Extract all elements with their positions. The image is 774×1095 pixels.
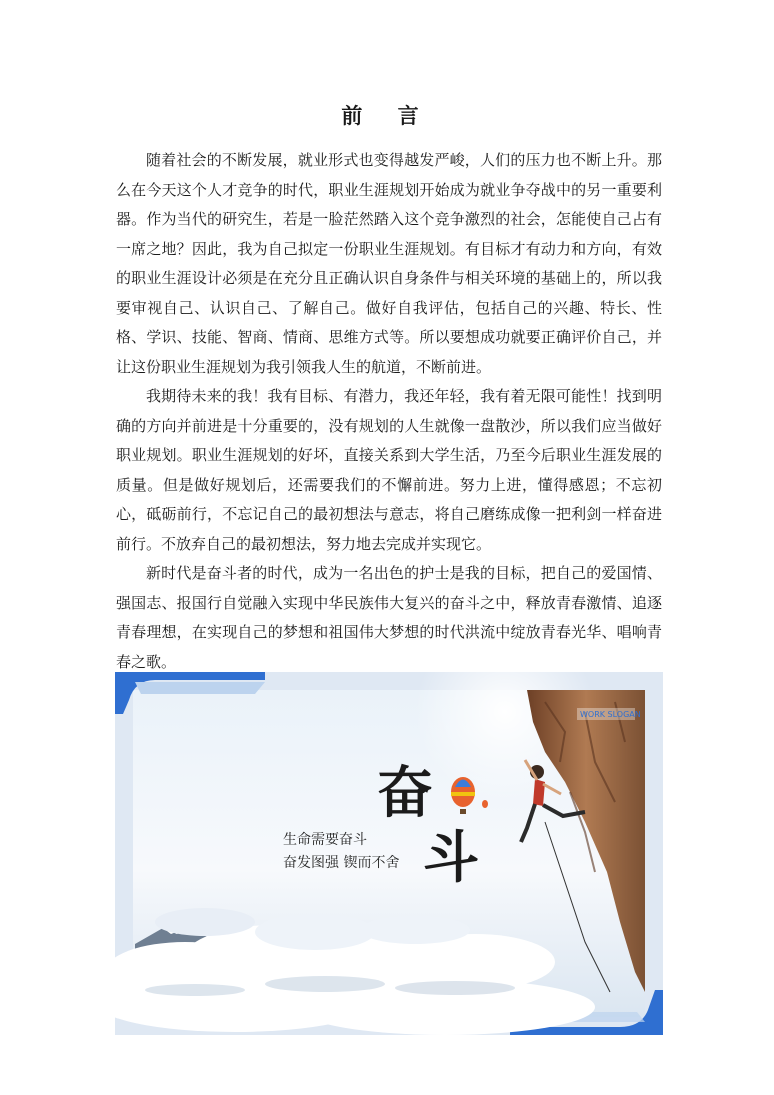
- body-text: [116, 146, 662, 677]
- banner-illustration: [115, 672, 663, 1035]
- slogan-line-2: 奋发图强 锲而不舍: [283, 855, 400, 871]
- page-title: 前 言: [341, 103, 433, 128]
- striving-banner-image: [115, 672, 663, 1035]
- watermark-text: WORK SLOGAN: [580, 710, 641, 719]
- calligraphy-dou: 斗: [423, 825, 479, 891]
- paragraph-2: 我期待未来的我！我有目标、有潜力，我还年轻，我有着无限可能性！找到明确的方向并前进是十分重要的，没有规划的人生就像一盘散沙，所以我们应当做好职业规划。职业生涯规划的好坏，直接关系到大学生活，乃至今后职业生涯发展的质量。但是做好规划后，还需要我们的不懈前进。努力上进，懂得感恩；不忘初心，砥砺前行，不忘记自己的最初想法与意志，将自己磨练成像一把利剑一样奋进前行。不放弃自己的最初想法，努力地去完成并实现它。: [116, 387, 662, 553]
- calligraphy-fen: 奋: [377, 760, 433, 826]
- paragraph-1: 随着社会的不断发展，就业形式也变得越发严峻，人们的压力也不断上升。那么在今天这个人才竞争的时代，职业生涯规划开始成为就业争夺战中的另一重要利器。作为当代的研究生，若是一脸茫然踏入这个竞争激烈的社会，怎能使自己占有一席之地？因此，我为自己拟定一份职业生涯规划。有目标才有动力和方向，有效的职业生涯设计必须是在充分且正确认识自身条件与相关环境的基础上的，所以我要审视自己、认识自己、了解自己。做好自我评估，包括自己的兴趣、特长、性格、学识、技能、智商、情商、思维方式等。所以要想成功就要正确评价自己，并让这份职业生涯规划为我引领我人生的航道，不断前进。: [116, 151, 662, 376]
- paragraph-3: 新时代是奋斗者的时代，成为一名出色的护士是我的目标，把自己的爱国情、强国志、报国行自觉融入实现中华民族伟大复兴的奋斗之中，释放青春激情、追逐青春理想，在实现自己的梦想和祖国伟大梦想的时代洪流中绽放青春光华、唱响青春之歌。: [116, 564, 662, 671]
- slogan-line-1: 生命需要奋斗: [283, 832, 367, 848]
